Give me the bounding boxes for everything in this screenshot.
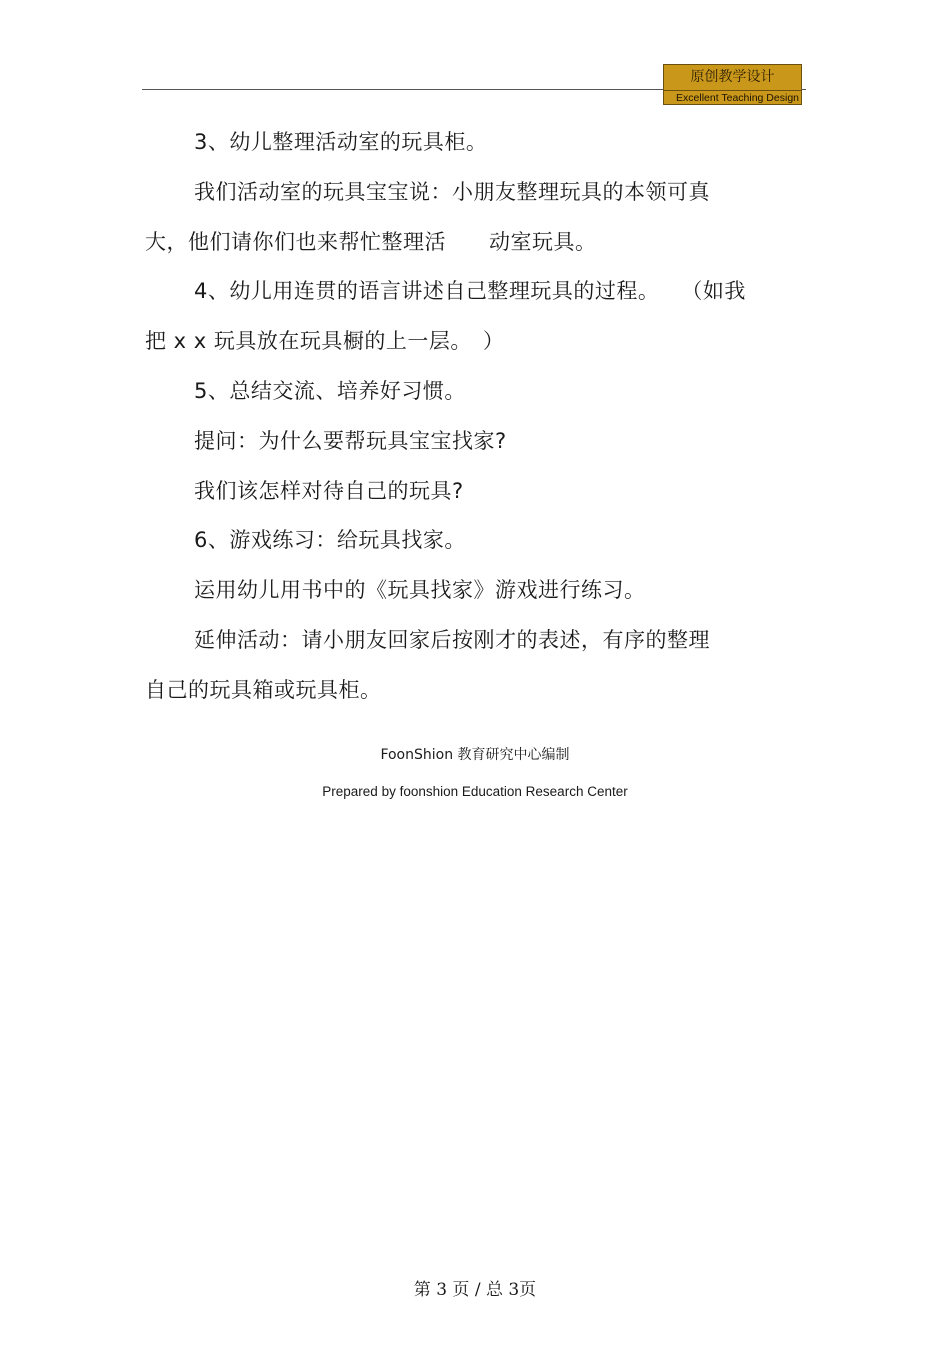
header-badge: [663, 64, 802, 105]
paragraph-line: 4、幼儿用连贯的语言讲述自己整理玩具的过程。 （如我: [194, 279, 746, 303]
paragraph-line: 3、幼儿整理活动室的玩具柜。: [194, 130, 488, 154]
badge-title: 原创教学设计: [690, 69, 775, 85]
paragraph-line: 我们活动室的玩具宝宝说：小朋友整理玩具的本领可真: [194, 180, 710, 204]
paragraph-line: 5、总结交流、培养好习惯。: [194, 379, 466, 403]
paragraph-line: 把 x x 玩具放在玩具橱的上一层。 ）: [145, 329, 505, 353]
paragraph-line: 延伸活动：请小朋友回家后按刚才的表述，有序的整理: [194, 628, 710, 652]
badge-subtitle: Excellent Teaching Design: [664, 90, 801, 105]
footer-org-line: FoonShion 教育研究中心编制: [380, 747, 570, 763]
paragraph-line: 提问：为什么要帮玩具宝宝找家?: [194, 429, 507, 453]
paragraph-line: 大，他们请你们也来帮忙整理活 动室玩具。: [145, 230, 597, 254]
paragraph-line: 运用幼儿用书中的《玩具找家》游戏进行练习。: [194, 578, 646, 602]
paragraph-line: 自己的玩具箱或玩具柜。: [145, 678, 382, 702]
paragraph-line: 6、游戏练习：给玩具找家。: [194, 528, 466, 552]
page-number: 第 3 页 / 总 3页: [413, 1280, 537, 1300]
paragraph-line: 我们该怎样对待自己的玩具?: [194, 479, 464, 503]
footer-prepared-line: Prepared by foonshion Education Research Center: [322, 784, 628, 799]
